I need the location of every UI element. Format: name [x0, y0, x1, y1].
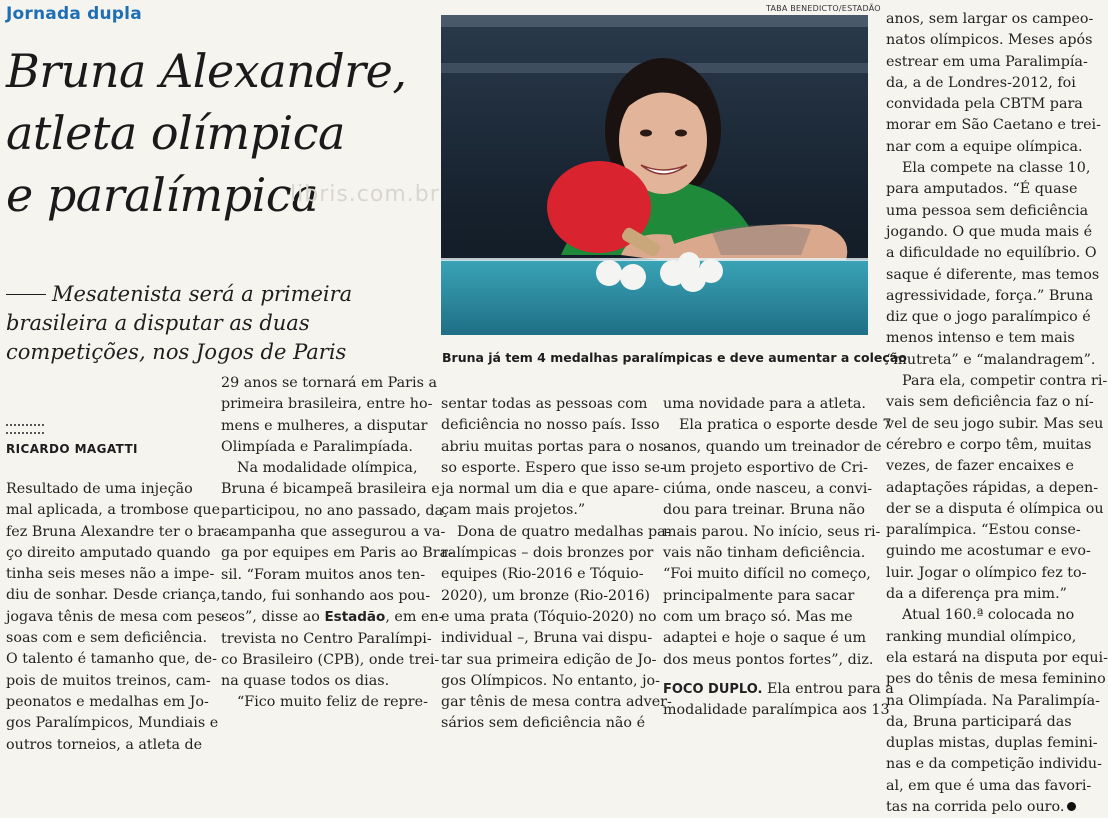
text-line: tinha seis meses não a impe-	[6, 566, 215, 583]
text-line: Olimpíada e Paralimpíada.	[221, 438, 413, 455]
text-fragment: , em en-	[385, 609, 444, 626]
text-line: uma novidade para a atleta.	[663, 396, 866, 412]
text-line: anos, sem largar os campeo-	[886, 11, 1094, 27]
text-line: da, a de Londres-2012, foi	[886, 74, 1076, 91]
text-line: vel de seu jogo subir. Mas seu	[886, 415, 1104, 432]
text-line: primeira brasileira, entre ho-	[221, 396, 433, 413]
text-line: Dona de quatro medalhas pa-	[457, 523, 671, 540]
text-fragment: cos”, disse ao	[221, 609, 325, 626]
text-line: trevista no Centro Paralímpi-	[221, 630, 432, 647]
text-line: ralímpicas – dois bronzes por	[441, 545, 654, 562]
text-line: mal aplicada, a trombose que	[6, 502, 221, 519]
text-line: convidada pela CBTM para	[886, 96, 1083, 113]
byline-dots	[6, 424, 44, 434]
article-column-3	[441, 394, 672, 735]
text-fragment: tas na corrida pelo ouro.	[886, 798, 1065, 815]
text-line: paralímpica. “Estou conse-	[886, 522, 1081, 539]
article-photo	[441, 15, 868, 335]
article-column-2	[221, 373, 453, 714]
photo-credit: TABA BENEDICTO/ESTADÃO	[766, 4, 881, 13]
text-line: ciúma, onde nasceu, a convi-	[663, 481, 873, 498]
text-line: na Olimpíada. Na Paralimpía-	[886, 692, 1100, 709]
text-line: na quase todos os dias.	[221, 673, 390, 690]
text-line: uma pessoa sem deficiência	[886, 202, 1089, 219]
text-line: al, em que é uma das favori-	[886, 777, 1092, 794]
watermark: libris.com.br	[290, 182, 440, 207]
text-line: individual –, Bruna vai dispu-	[441, 630, 653, 647]
text-line: “Foi muito difícil no começo,	[663, 566, 871, 583]
text-line: so esporte. Espero que isso se-	[441, 459, 665, 476]
text-line: Atual 160.ª colocada no	[902, 607, 1075, 624]
text-line: Na modalidade olímpica,	[237, 460, 418, 477]
text-line: tar sua primeira edição de Jo-	[441, 651, 657, 668]
text-line: pes do tênis de mesa feminino	[886, 671, 1106, 688]
text-line: cérebro e corpo têm, muitas	[886, 436, 1092, 453]
text-line: jogando. O que muda mais é	[886, 223, 1093, 240]
text-line: der se a disputa é olímpica ou	[886, 500, 1104, 517]
text-line: O talento é tamanho que, de-	[6, 651, 217, 668]
text-line: agressividade, força.” Bruna	[886, 287, 1094, 304]
text-line: soas com e sem deficiência.	[6, 630, 208, 647]
dek-line: competições, nos Jogos de Paris	[6, 340, 347, 364]
article-column-5	[886, 9, 1108, 818]
text-line: a dificuldade no equilíbrio. O	[886, 245, 1097, 262]
athlete-photo-illustration	[441, 15, 868, 335]
text-line: Bruna é bicampeã brasileira e	[221, 481, 440, 498]
article-column-1	[6, 479, 227, 756]
text-line: mens e mulheres, a disputar	[221, 417, 428, 434]
headline-line: Bruna Alexandre,	[6, 44, 407, 98]
text-line: morar em São Caetano e trei-	[886, 117, 1101, 134]
section-kicker: Jornada dupla	[6, 4, 142, 24]
text-line: jogava tênis de mesa com pes-	[6, 608, 227, 625]
text-line: 2020), um bronze (Rio-2016)	[441, 587, 651, 604]
text-fragment: Ela entrou para a	[762, 680, 894, 697]
article-column-4	[663, 394, 894, 721]
text-line: 29 anos se tornará em Paris a	[221, 375, 437, 391]
text-line: ço direito amputado quando	[6, 544, 211, 561]
text-line: gos Olímpicos. No entanto, jo-	[441, 672, 660, 689]
text-line: ga por equipes em Paris ao Bra-	[221, 545, 453, 562]
text-line: mais parou. No início, seus ri-	[663, 523, 881, 540]
text-line: ranking mundial olímpico,	[886, 628, 1077, 645]
text-line: duplas mistas, duplas femini-	[886, 735, 1098, 752]
text-line	[663, 679, 894, 700]
text-line: gos Paralímpicos, Mundiais e	[6, 715, 219, 732]
text-line: pois de muitos treinos, cam-	[6, 672, 211, 689]
text-line: “mutreta” e “malandragem”.	[886, 351, 1096, 368]
byline: RICARDO MAGATTI	[6, 442, 138, 456]
text-line	[886, 797, 1082, 818]
text-line: anos, quando um treinador de	[663, 438, 882, 455]
text-line: gar tênis de mesa contra adver-	[441, 694, 672, 711]
text-line: para amputados. “É quase	[886, 181, 1078, 198]
text-line: natos olímpicos. Meses após	[886, 32, 1093, 49]
newspaper-name: Estadão	[324, 609, 386, 626]
text-line: Ela compete na classe 10,	[902, 160, 1091, 177]
text-line: ela estará na disputa por equi-	[886, 649, 1108, 666]
text-line: menos intenso e tem mais	[886, 330, 1075, 347]
text-line: com um braço só. Mas me	[663, 608, 853, 625]
text-line: campanha que assegurou a va-	[221, 524, 446, 541]
text-line: vais não tinham deficiência.	[663, 545, 866, 562]
text-line: principalmente para sacar	[663, 587, 855, 604]
text-line: Resultado de uma injeção	[6, 481, 193, 497]
text-line: sil. “Foram muitos anos ten-	[221, 566, 426, 583]
subhead-foco-duplo: FOCO DUPLO.	[663, 681, 763, 697]
text-line: peonatos e medalhas em Jo-	[6, 693, 209, 710]
text-line: participou, no ano passado, da	[221, 502, 444, 519]
subheadline	[6, 280, 406, 367]
dek-line: Mesatenista será a primeira	[52, 282, 353, 306]
text-line: co Brasileiro (CPB), onde trei-	[221, 651, 440, 668]
text-line: fez Bruna Alexandre ter o bra-	[6, 523, 227, 540]
text-line: ja normal um dia e que apare-	[441, 481, 660, 498]
dek-line: brasileira a disputar as duas	[6, 311, 310, 335]
text-line: diu de sonhar. Desde criança,	[6, 587, 221, 604]
text-line: abriu muitas portas para o nos-	[441, 438, 669, 455]
text-line: “Fico muito feliz de repre-	[237, 694, 428, 711]
text-line: estrear em uma Paralimpía-	[886, 53, 1088, 70]
text-line: vais sem deficiência faz o ní-	[886, 394, 1094, 411]
text-line: adaptei e hoje o saque é um	[663, 630, 867, 647]
text-line: tando, fui sonhando aos pou-	[221, 587, 431, 604]
text-line: modalidade paralímpica aos 13	[663, 702, 890, 719]
text-line	[221, 607, 444, 628]
text-line: Para ela, competir contra ri-	[902, 373, 1108, 390]
text-line: dos meus pontos fortes”, diz.	[663, 651, 874, 668]
text-line: nar com a equipe olímpica.	[886, 138, 1083, 155]
text-line: sários sem deficiência não é	[441, 715, 646, 732]
text-line: adaptações rápidas, a depen-	[886, 479, 1099, 496]
text-line: e uma prata (Tóquio-2020) no	[441, 608, 657, 625]
text-line: sentar todas as pessoas com	[441, 396, 648, 412]
headline-line: atleta olímpica	[6, 106, 345, 160]
text-line: saque é diferente, mas temos	[886, 266, 1100, 283]
photo-caption: Bruna já tem 4 medalhas paralímpicas e deve aumentar a coleção	[442, 350, 907, 365]
text-line: nas e da competição individu-	[886, 756, 1102, 773]
text-line: diz que o jogo paralímpico é	[886, 309, 1091, 326]
text-line: um projeto esportivo de Cri-	[663, 459, 868, 476]
text-line: guindo me acostumar e evo-	[886, 543, 1091, 560]
filled-circle-icon	[1067, 802, 1076, 811]
text-line: equipes (Rio-2016 e Tóquio-	[441, 566, 644, 583]
text-line: outros torneios, a atleta de	[6, 736, 203, 753]
text-line: çam mais projetos.”	[441, 502, 586, 519]
dek-rule	[6, 294, 46, 295]
text-line: deficiência no nosso país. Isso	[441, 417, 660, 434]
headline-line: e paralímpica	[6, 168, 319, 222]
text-line: da, Bruna participará das	[886, 713, 1072, 730]
text-line: luir. Jogar o olímpico fez to-	[886, 564, 1087, 581]
text-line: dou para treinar. Bruna não	[663, 502, 865, 519]
text-line: Ela pratica o esporte desde 7	[679, 417, 892, 434]
text-line: da a diferença pra mim.”	[886, 586, 1067, 603]
text-line: vezes, de fazer encaixes e	[886, 458, 1074, 475]
